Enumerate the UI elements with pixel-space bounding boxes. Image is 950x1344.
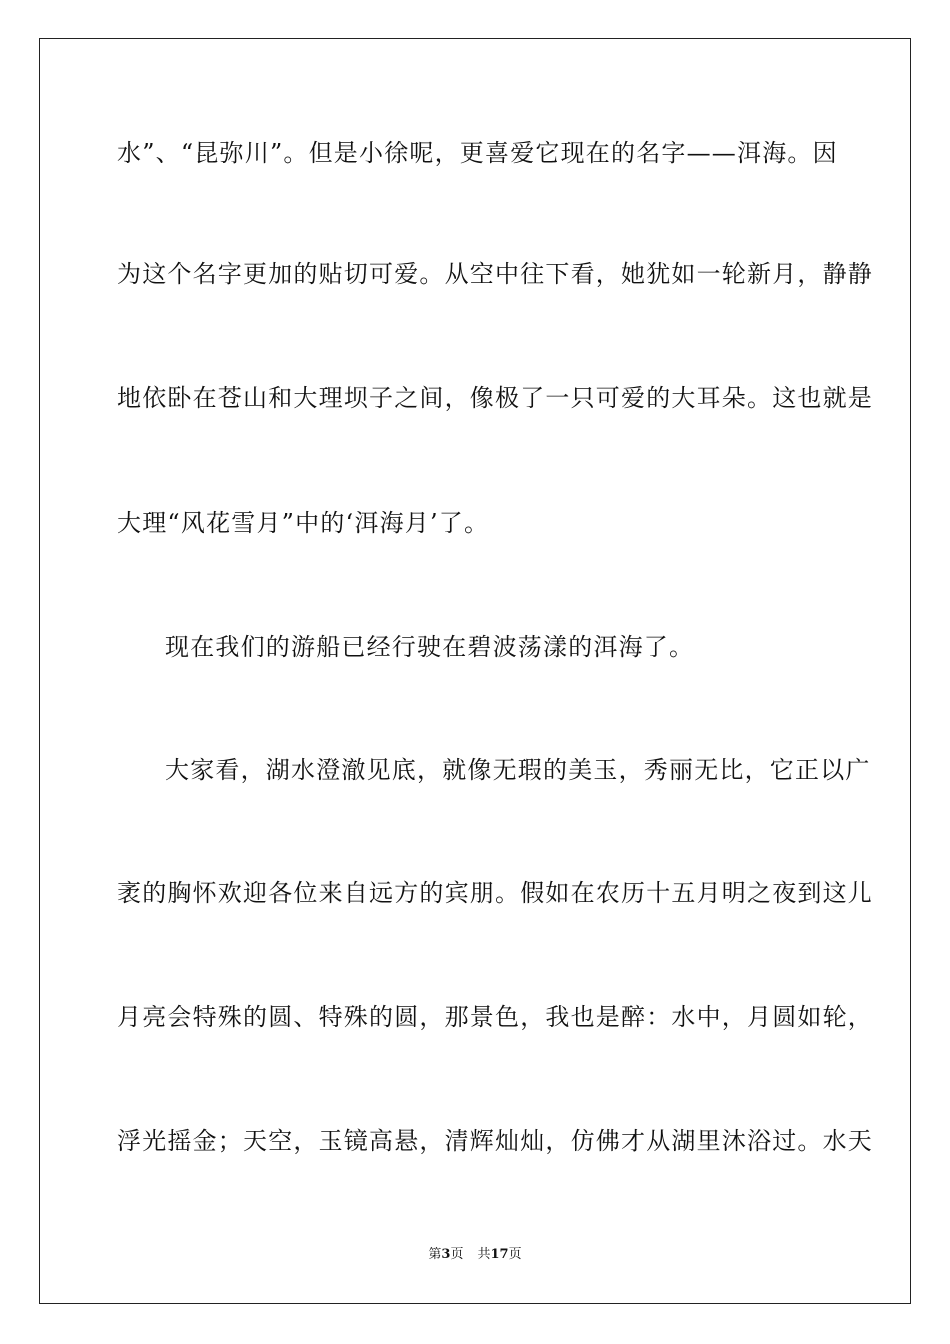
text-line-9: 浮光摇金；天空，玉镜高悬，清辉灿灿，仿佛才从湖里沐浴过。水天 xyxy=(117,1127,873,1155)
total-suffix: 页 xyxy=(508,1247,522,1262)
total-pages: 17 xyxy=(490,1247,509,1262)
text-line-4: 大理“风花雪月”中的‘洱海月’了。 xyxy=(117,509,490,537)
paragraph-start-line-6: 大家看，湖水澄澈见底，就像无瑕的美玉，秀丽无比，它正以广 xyxy=(165,756,871,784)
text-line-3: 地依卧在苍山和大理坝子之间，像极了一只可爱的大耳朵。这也就是 xyxy=(117,384,873,412)
text-line-2: 为这个名字更加的贴切可爱。从空中往下看，她犹如一轮新月，静静 xyxy=(117,260,873,288)
text-line-8: 月亮会特殊的圆、特殊的圆，那景色，我也是醉：水中，月圆如轮， xyxy=(117,1003,873,1031)
page-number: 3 xyxy=(441,1247,451,1262)
page-footer xyxy=(0,1246,950,1264)
text-line-7: 袤的胸怀欢迎各位来自远方的宾朋。假如在农历十五月明之夜到这儿 xyxy=(117,879,873,907)
text-line-1: 水”、“昆弥川”。但是小徐呢，更喜爱它现在的名字——洱海。因 xyxy=(117,139,838,167)
page-suffix: 页 xyxy=(450,1247,464,1262)
page-prefix: 第 xyxy=(428,1247,442,1262)
total-prefix: 共 xyxy=(477,1247,491,1262)
page-border xyxy=(39,38,911,1304)
paragraph-start-line-5: 现在我们的游船已经行驶在碧波荡漾的洱海了。 xyxy=(165,633,695,661)
